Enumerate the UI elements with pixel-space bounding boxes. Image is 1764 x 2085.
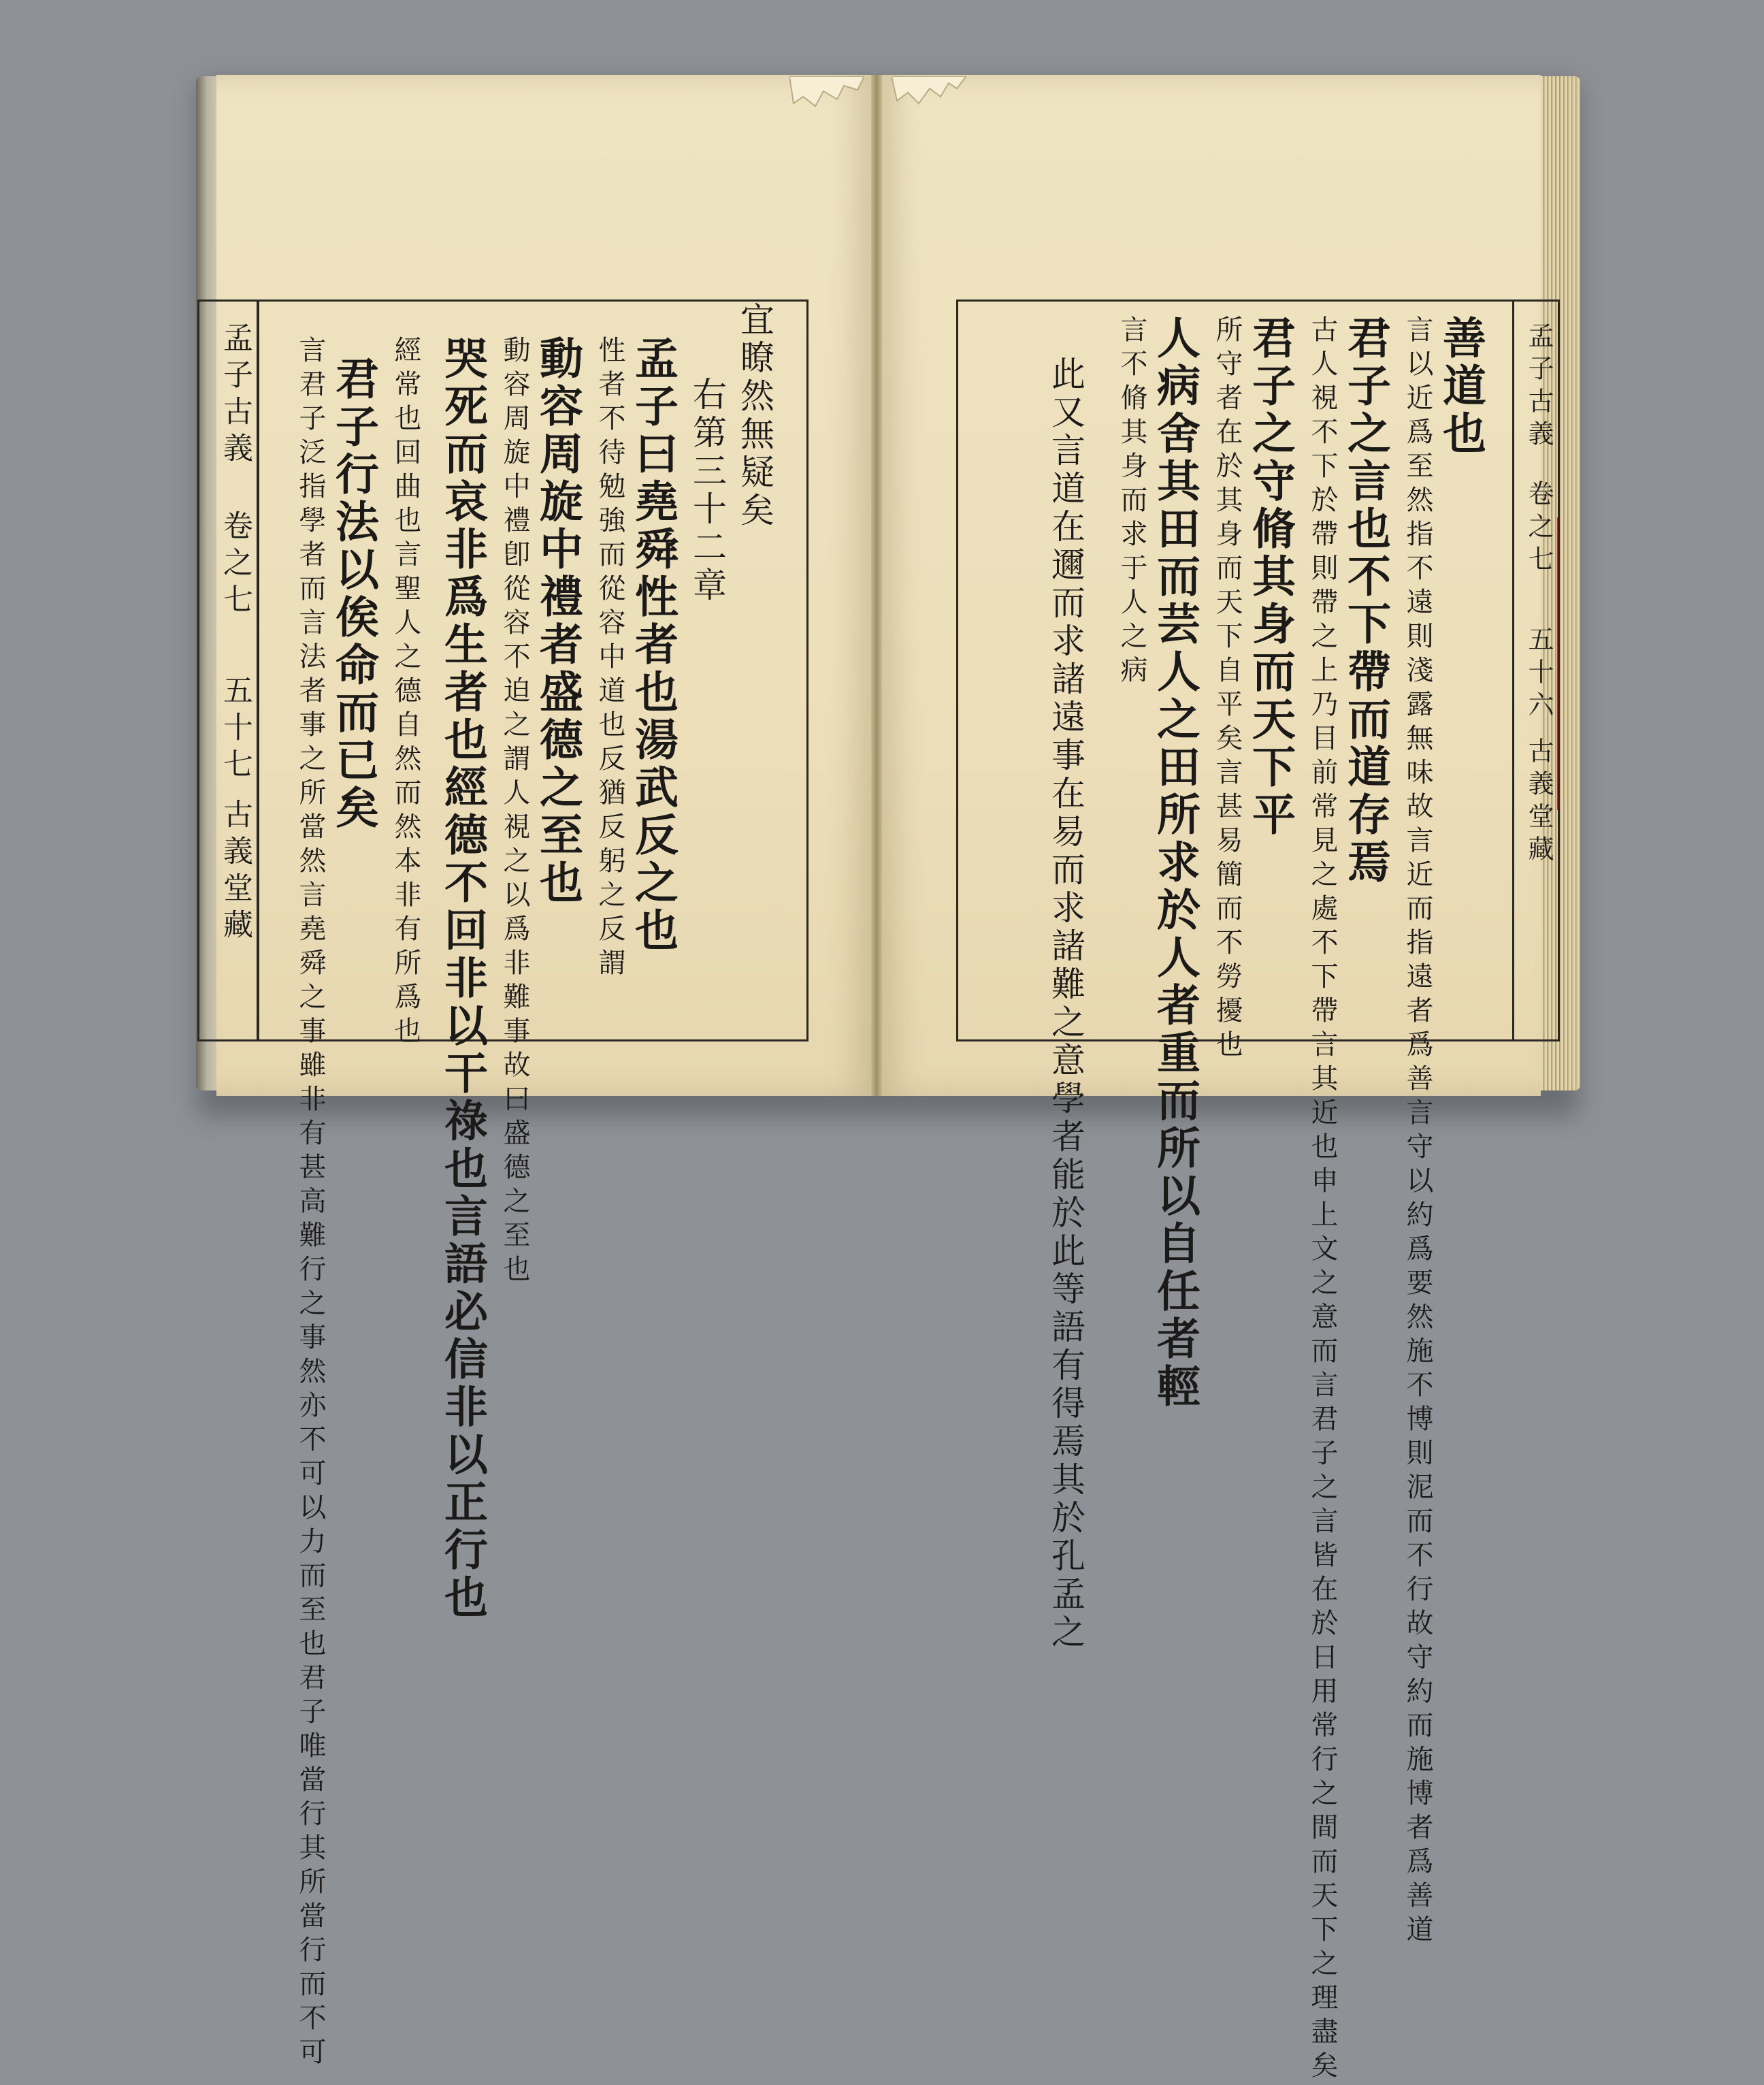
text-column: 宜瞭然無疑矣: [735, 302, 774, 530]
text-column: 經常也回曲也言聖人之德自然而然本非有所爲也: [390, 336, 421, 1050]
text-column: 君子之言也不下帶而道存焉: [1340, 315, 1391, 887]
text-column: 善道也: [1435, 315, 1486, 458]
text-column: 所守者在於其身而天下自平矣言甚易簡而不勞擾也: [1211, 315, 1243, 1064]
folio-number: 五十七: [218, 675, 252, 785]
book-title: 孟子古義: [218, 322, 252, 469]
publisher-mark: 古義堂藏: [218, 798, 252, 945]
text-column: 人病舍其田而芸人之田所求於人者重而所以自任者輕: [1149, 315, 1200, 1411]
text-column: 此又言道在邇而求諸遠事在易而求諸難之意學者能於此等語有得焉其於孔孟之: [1046, 356, 1085, 1652]
text-column: 動容周旋中禮卽從容不迫之謂人視之以爲非難事故曰盛德之至也: [499, 336, 530, 1289]
text-column: 君子之守脩其身而天下平: [1245, 315, 1296, 839]
book-gutter: [871, 75, 882, 1096]
text-column: 動容周旋中禮者盛德之至也: [532, 336, 583, 907]
folio-number: 五十六: [1524, 626, 1554, 724]
text-column: 性者不待勉強而從容中道也反猶反躬之反謂: [594, 336, 625, 982]
text-column: 言不脩其身而求于人之病: [1116, 315, 1147, 690]
volume-label: 卷之七: [1524, 480, 1554, 578]
text-column: 言君子泛指學者而言法者事之所當然言堯舜之事雖非有甚高難行之事然亦不可以力而至也君子唯當行其所當行而不可: [295, 336, 326, 2071]
paper-tear-left: [789, 76, 864, 117]
text-column: 孟子曰堯舜性者也湯武反之也: [627, 336, 679, 955]
publisher-mark: 古義堂藏: [1524, 737, 1554, 868]
right-margin-column: [1512, 300, 1560, 1041]
left-text-frame: [257, 300, 808, 2071]
paper-tear-right: [892, 76, 966, 117]
text-column: 右第三十二章: [687, 376, 727, 605]
text-column: 君子行法以俟命而已矣: [328, 356, 379, 833]
text-column: 言以近爲至然指不遠則淺露無味故言近而指遠者爲善言守以約爲要然施不博則泥而不行故守約而施博者爲善道: [1402, 315, 1433, 1949]
book-title: 孟子古義: [1524, 322, 1554, 453]
text-column: 古人視不下於帶則帶之上乃目前常見之處不下帶言其近也申上文之意而言君子之言皆在於日用常行之間而天下之理盡矣: [1307, 315, 1338, 2085]
volume-label: 卷之七: [218, 510, 252, 620]
text-column: 哭死而哀非爲生者也經德不回非以干祿也言語必信非以正行也: [437, 336, 488, 1622]
right-text-frame: [956, 300, 1514, 2085]
left-margin-column: [197, 300, 259, 1041]
